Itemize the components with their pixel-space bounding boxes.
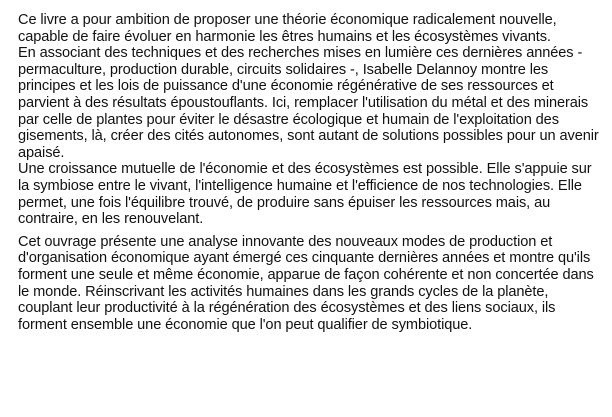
text-line: couplant leur productivité à la régénération des écosystèmes et des liens sociaux, ils: [18, 300, 556, 317]
text-line: permet, une fois l'équilibre trouvé, de produire sans épuiser les ressources mais, au: [18, 194, 551, 211]
text-line: gisements, là, créer des cités autonomes, sont autant de solutions possibles pour un avenir: [18, 128, 599, 145]
text-line: Une croissance mutuelle de l'économie et des écosystèmes est possible. Elle s'appuie sur: [18, 161, 592, 178]
text-line: contraire, en les renouvelant.: [18, 211, 204, 228]
text-line: forment une seule et même économie, apparue de façon cohérente et non concertée dans: [18, 266, 594, 283]
text-line: forment ensemble une économie que l'on peut qualifier de symbiotique.: [18, 316, 473, 333]
text-line: En associant des techniques et des recherches mises en lumière ces dernières années -: [18, 45, 583, 62]
text-line: apaisé.: [18, 144, 65, 161]
document-body: [18, 12, 612, 333]
text-line: Cet ouvrage présente une analyse innovante des nouveaux modes de production et: [18, 233, 553, 250]
text-line: d'organisation économique ayant émergé ces cinquante dernières années et montre qu'ils: [18, 250, 591, 267]
text-line: Ce livre a pour ambition de proposer une théorie économique radicalement nouvelle,: [18, 12, 557, 28]
text-line: principes et les lois de puissance d'une économie régénérative de ses ressources et: [18, 78, 554, 95]
text-line: par celle de plantes pour éviter le désastre écologique et humain de l'exploitation des: [18, 111, 559, 128]
text-line: permaculture, production durable, circuits solidaires -, Isabelle Delannoy montre les: [18, 61, 549, 78]
text-line: capable de faire évoluer en harmonie les êtres humains et les écosystèmes vivants.: [18, 28, 551, 45]
paragraph-1: [18, 12, 612, 228]
text-line: la symbiose entre le vivant, l'intelligence humaine et l'efficience de nos technologies. Elle: [18, 177, 582, 194]
paragraph-2: [18, 234, 612, 334]
text-line: le monde. Réinscrivant les activités humaines dans les grands cycles de la planète,: [18, 283, 549, 300]
text-line: parvient à des résultats époustouflants. Ici, remplacer l'utilisation du métal et des minerais: [18, 94, 589, 111]
